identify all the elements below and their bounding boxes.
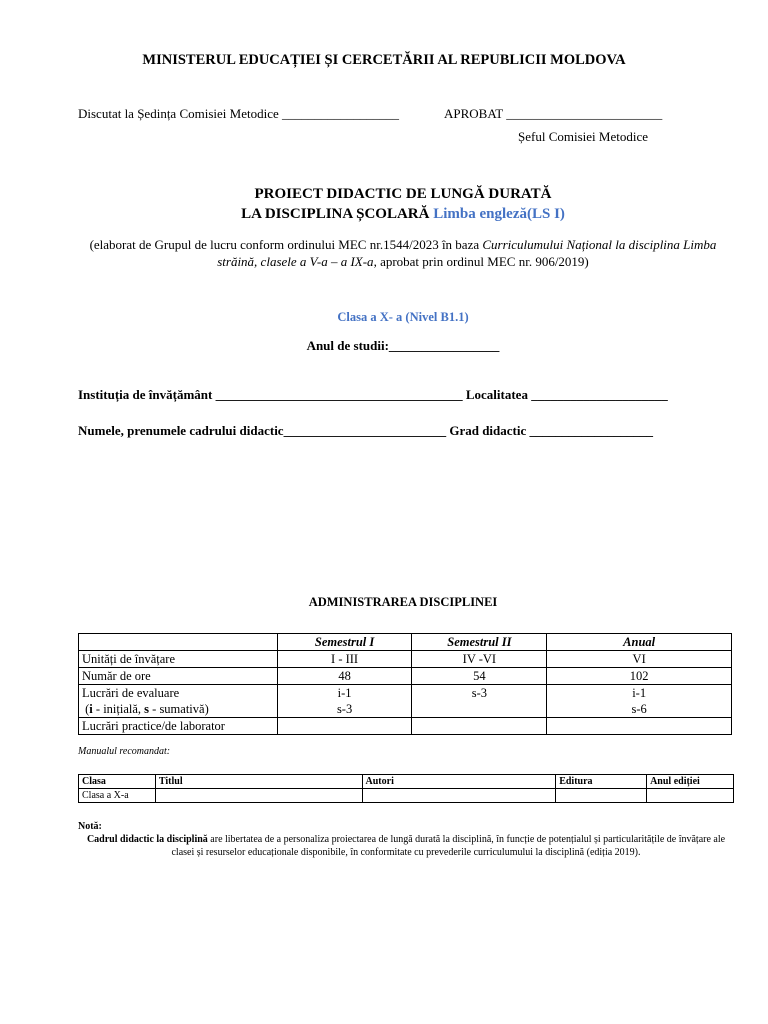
table-cell: I - III: [277, 651, 412, 668]
table-cell: VI: [547, 651, 732, 668]
elaborat-note: [80, 236, 726, 270]
table-row: [79, 718, 732, 735]
header-cell: Semestrul I: [277, 634, 412, 651]
institution-field: Instituția de învățământ ______________________________________ Localitatea _____________________: [78, 387, 668, 402]
header-cell: Clasa: [79, 775, 156, 789]
table-cell: [412, 718, 547, 735]
table-row: [79, 651, 732, 668]
table-cell: 102: [547, 668, 732, 685]
row-label: Lucrări practice/de laborator: [79, 718, 278, 735]
manual-table: [78, 774, 734, 803]
study-year-field: Anul de studii:_________________: [306, 338, 500, 353]
table-cell: i-1 s-6: [547, 685, 732, 718]
manual-label: Manualul recomandat:: [78, 746, 171, 757]
header-cell: Semestrul II: [412, 634, 547, 651]
table-cell: i-1 s-3: [277, 685, 412, 718]
table-header-row: [79, 634, 732, 651]
elaborat-curriculum: Curriculumului Național la disciplina Limba străină, clasele a V-a – a IX-a: [217, 237, 717, 269]
row-label: [79, 685, 278, 718]
row-label: Număr de ore: [79, 668, 278, 685]
administration-table: [78, 633, 732, 735]
administration-title: ADMINISTRAREA DISCIPLINEI: [308, 595, 498, 609]
table-row: [79, 668, 732, 685]
elaborat-part1: (elaborat de Grupul de lucru conform ordinului MEC nr.1544/2023 în baza: [89, 237, 483, 252]
table-cell: [155, 789, 362, 803]
sef-comisie-label: Șeful Comisiei Metodice: [518, 129, 648, 144]
header-cell: Autori: [362, 775, 556, 789]
header-cell: Anul ediției: [647, 775, 734, 789]
aprobat-line: APROBAT ________________________: [444, 106, 663, 121]
header-cell: Anual: [547, 634, 732, 651]
subject-name: Limba engleză(LS I): [433, 206, 565, 222]
header-cell: Titlul: [155, 775, 362, 789]
ministry-heading: MINISTERUL EDUCAȚIEI ȘI CERCETĂRII AL REPUBLICII MOLDOVA: [142, 52, 626, 68]
table-cell: [647, 789, 734, 803]
subtitle-prefix: LA DISCIPLINA ȘCOLARĂ: [241, 206, 430, 222]
table-cell: [362, 789, 556, 803]
row-label: Unități de învățare: [79, 651, 278, 668]
note-text: [78, 833, 734, 859]
table-cell: [277, 718, 412, 735]
table-header-row: [79, 775, 734, 789]
header-cell: Editura: [556, 775, 647, 789]
table-cell: Clasa a X-a: [79, 789, 156, 803]
table-cell: [556, 789, 647, 803]
lucrari-legend: (i - inițială, s - sumativă): [82, 702, 209, 716]
table-cell: s-3: [412, 685, 547, 718]
lucrari-label: Lucrări de evaluare: [82, 686, 180, 700]
note-label: Notă:: [78, 821, 102, 832]
document-title: PROIECT DIDACTIC DE LUNGĂ DURATĂ: [254, 186, 552, 202]
elaborat-part3: , aprobat prin ordinul MEC nr. 906/2019): [373, 254, 589, 269]
header-cell: [79, 634, 278, 651]
table-cell: 48: [277, 668, 412, 685]
table-cell: [547, 718, 732, 735]
table-cell: IV -VI: [412, 651, 547, 668]
document-subtitle: [0, 206, 768, 223]
table-row: [79, 789, 734, 803]
class-level: Clasa a X- a (Nivel B1.1): [337, 310, 469, 324]
discutat-line: Discutat la Ședința Comisiei Metodice __________________: [78, 106, 399, 121]
table-cell: 54: [412, 668, 547, 685]
note-bold: Cadrul didactic la disciplină: [86, 834, 208, 845]
note-body: are libertatea de a personaliza proiectarea de lungă durată la disciplină, în funcție de potențialul și particularitățile de învățare ale clasei și resurselor educaționale disponibile, în conformitate cu prevederile curriculumului la disciplină (ediția 2019).: [171, 834, 726, 858]
teacher-name-field: Numele, prenumele cadrului didactic_________________________ Grad didactic ___________________: [78, 423, 653, 438]
table-row: [79, 685, 732, 718]
